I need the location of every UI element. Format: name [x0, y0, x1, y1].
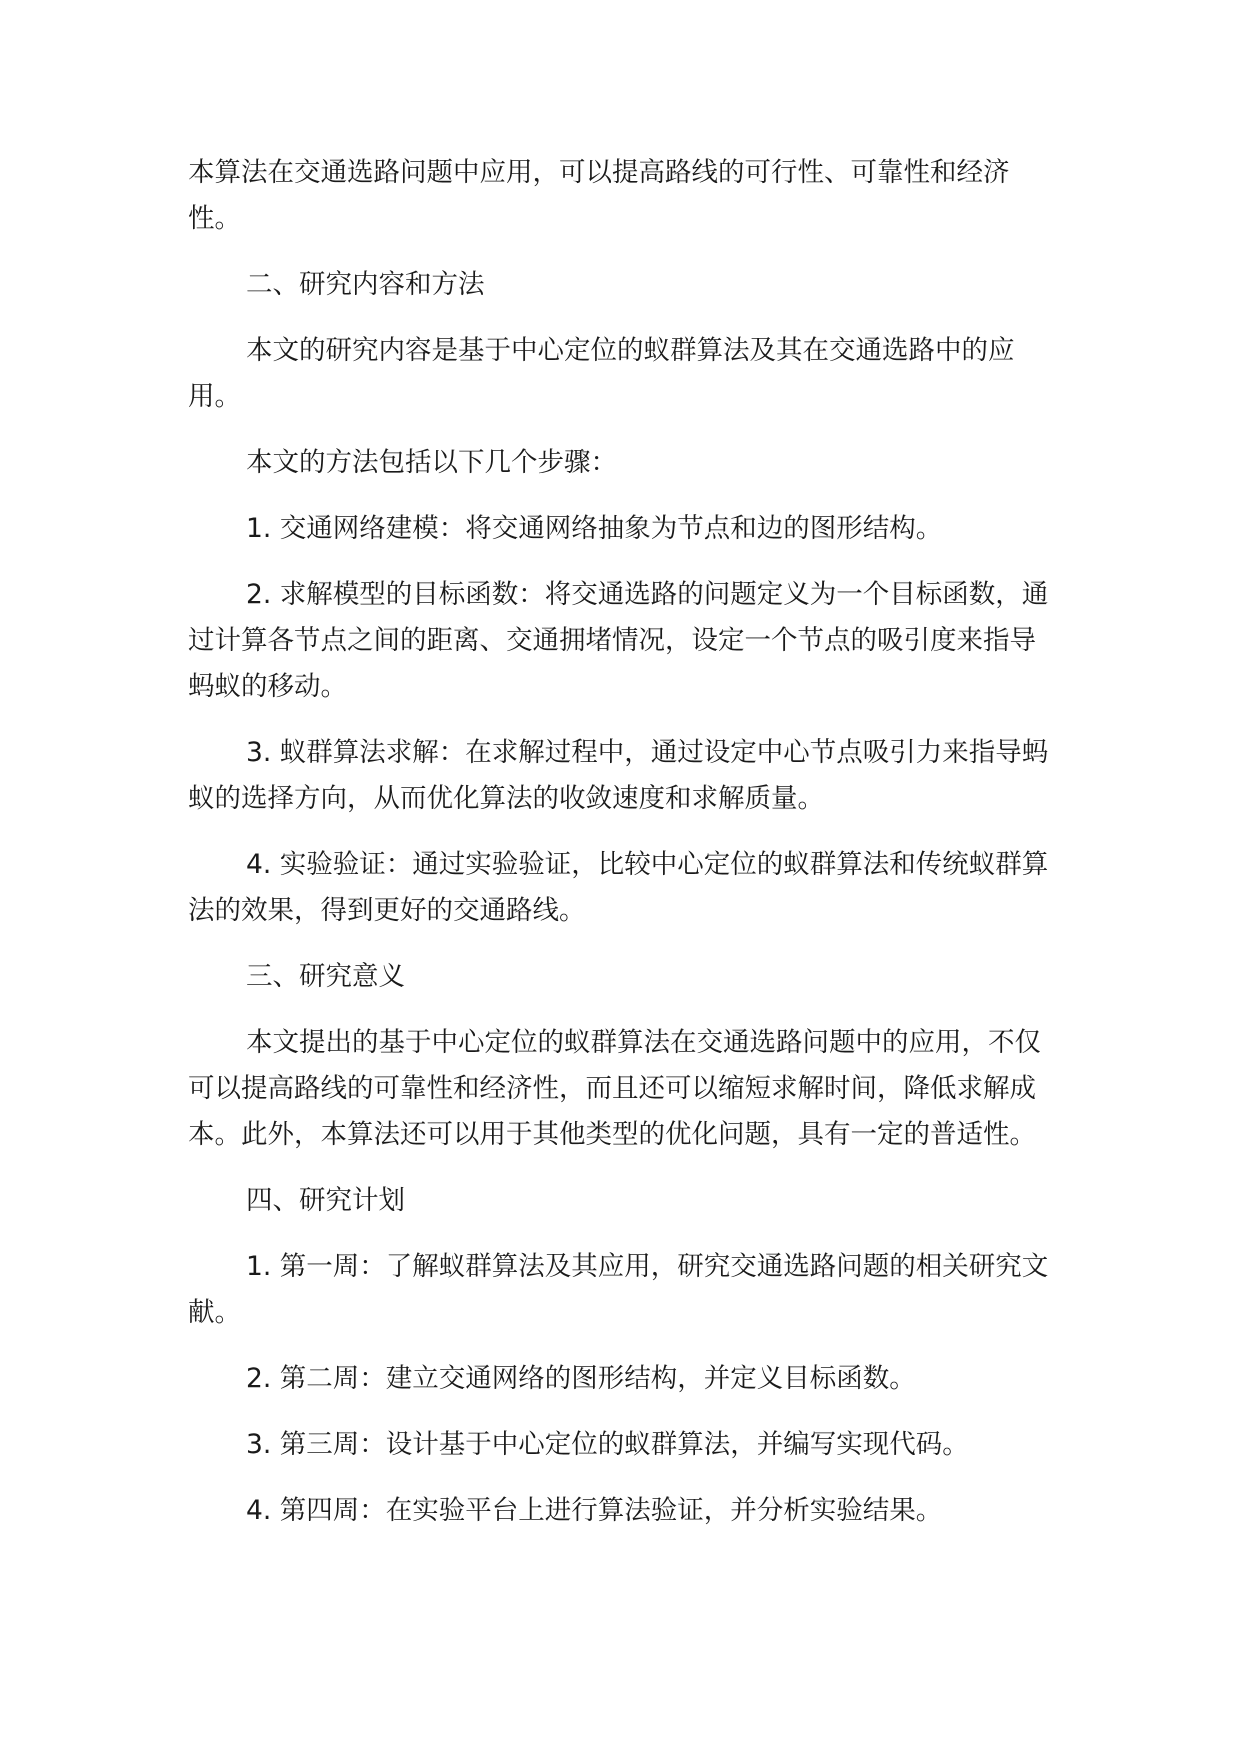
- list-item-step-1: 1. 交通网络建模：将交通网络抽象为节点和边的图形结构。: [246, 513, 943, 544]
- list-item-step-4: 4. 实验验证：通过实验验证，比较中心定位的蚁群算法和传统蚁群算法的效果，得到更好的交通路线。: [188, 849, 1049, 926]
- paragraph-significance: 本文提出的基于中心定位的蚁群算法在交通选路问题中的应用，不仅可以提高路线的可靠性和经济性，而且还可以缩短求解时间，降低求解成本。此外，本算法还可以用于其他类型的优化问题，具有一定的普适性。: [188, 1027, 1041, 1150]
- section-heading-plan: 四、研究计划: [246, 1185, 405, 1216]
- list-item-step-3: 3. 蚁群算法求解：在求解过程中，通过设定中心节点吸引力来指导蚂蚁的选择方向，从而优化算法的收敛速度和求解质量。: [188, 737, 1049, 814]
- list-item-week-4: 4. 第四周：在实验平台上进行算法验证，并分析实验结果。: [246, 1495, 943, 1526]
- paragraph-continuation: 本算法在交通选路问题中应用，可以提高路线的可行性、可靠性和经济性。: [188, 157, 1010, 234]
- section-heading-research-content: 二、研究内容和方法: [246, 269, 485, 300]
- paragraph-research-content: 本文的研究内容是基于中心定位的蚁群算法及其在交通选路中的应用。: [188, 335, 1015, 412]
- section-heading-significance: 三、研究意义: [246, 961, 405, 992]
- list-item-week-1: 1. 第一周：了解蚁群算法及其应用，研究交通选路问题的相关研究文献。: [188, 1251, 1049, 1328]
- document-body: [188, 150, 1053, 1554]
- list-item-step-2: 2. 求解模型的目标函数：将交通选路的问题定义为一个目标函数，通过计算各节点之间的距离、交通拥堵情况，设定一个节点的吸引度来指导蚂蚁的移动。: [188, 579, 1049, 702]
- list-item-week-2: 2. 第二周：建立交通网络的图形结构，并定义目标函数。: [246, 1363, 916, 1394]
- paragraph-method-intro: 本文的方法包括以下几个步骤：: [246, 447, 617, 478]
- list-item-week-3: 3. 第三周：设计基于中心定位的蚁群算法，并编写实现代码。: [246, 1429, 969, 1460]
